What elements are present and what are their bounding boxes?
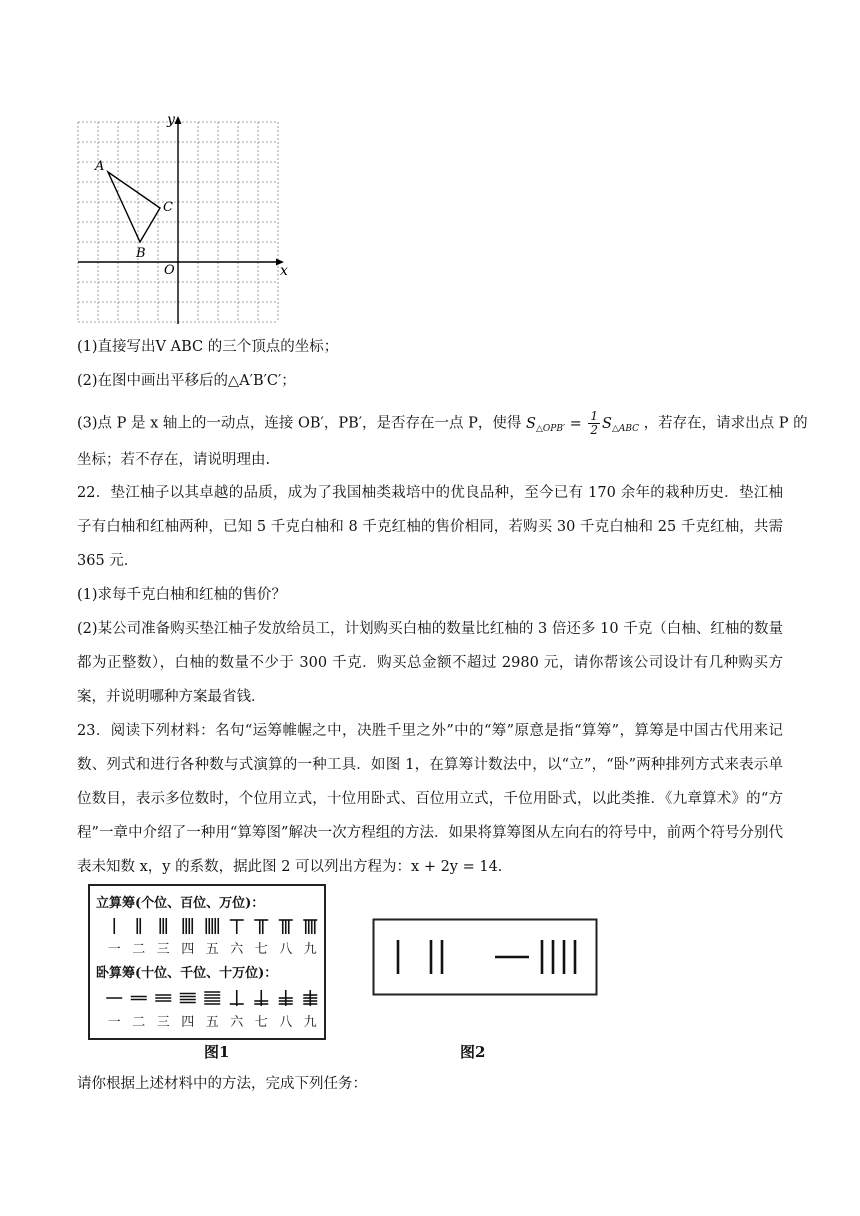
numeral-label: 三	[156, 1015, 170, 1030]
numeral-label: 五	[205, 1015, 219, 1030]
vertical-numerals-row	[98, 938, 320, 956]
q23-task: 请你根据上述材料中的方法，完成下列任务：	[77, 1076, 367, 1092]
horizontal-numerals-row	[98, 1011, 320, 1029]
numeral-label: 一	[107, 942, 121, 957]
q22-part2: (2)某公司准备购买垫江柚子发放给员工，计划购买白柚的数量比红柚的 3 倍还多 10 千克（白柚、红柚的数量都为正整数），白柚的数量不少于 300 千克．购买总金额不超过 2980 元，请你帮该公司设计有几种购买方案，并说明哪种方案最省钱．	[77, 621, 783, 705]
numeral-label: 八	[279, 1015, 293, 1030]
q22-intro: 22．垫江柚子以其卓越的品质，成为了我国柚类栽培中的优良品种，至今已有 170 余年的栽种历史．垫江柚子有白柚和红柚两种，已知 5 千克白柚和 8 千克红柚的售价相同，若购买 30 千克白柚和 25 千克红柚，共需 365 元．	[77, 485, 783, 569]
numeral-label: 五	[205, 942, 219, 957]
point-a-label: A	[95, 159, 105, 174]
triangle-abc	[108, 172, 160, 242]
numeral-label: 四	[181, 942, 195, 957]
vertical-rods-row	[98, 914, 320, 938]
point-b-label: B	[136, 246, 146, 261]
x-axis-label: x	[280, 263, 288, 279]
numeral-label: 二	[132, 1015, 146, 1030]
horizontal-rods-title: 卧算筹(十位、千位、十万位)：	[96, 966, 278, 981]
numeral-label: 一	[107, 1015, 121, 1030]
numeral-label: 九	[303, 1015, 317, 1030]
q21-part3-text-a: (3)点 P 是 x 轴上的一动点，连接 OB′，PB′，是否存在一点 P，使得	[77, 415, 522, 432]
figure2-rods-diagram	[372, 918, 598, 998]
q21-part3	[77, 410, 808, 439]
numeral-label: 六	[230, 1015, 244, 1030]
horizontal-rods-row	[98, 986, 320, 1010]
figure1-caption: 图1	[204, 1043, 230, 1061]
numeral-label: 三	[156, 942, 170, 957]
coordinate-figure	[70, 110, 300, 330]
q21-part3-continued: 坐标；若不存在，请说明理由.	[77, 452, 271, 468]
numeral-label: 九	[303, 942, 317, 957]
point-c-label: C	[163, 200, 173, 215]
y-axis-arrow-icon	[175, 116, 182, 124]
fraction-half: $\frac{1}{2}$	[590, 409, 598, 437]
origin-label: O	[164, 263, 175, 278]
numeral-label: 七	[254, 1015, 268, 1030]
q21-part2: (2)在图中画出平移后的△A′B′C′；	[77, 373, 296, 389]
numeral-label: 六	[230, 942, 244, 957]
numeral-label: 七	[254, 942, 268, 957]
q23-intro: 23．阅读下列材料：名句“运筹帷幄之中，决胜千里之外”中的“筹”原意是指“算筹”，算筹是中国古代用来记数、列式和进行各种数与式演算的一种工具．如图 1，在算筹计数法中，以“立”，“卧”两种排列方式来表示单位数目，表示多位数时，个位用立式，十位用卧式、百位用立式，千位用卧式，以此类推．《九章算术》的“方程”一章中介绍了一种用“算筹图”解决一次方程组的方法．如果将算筹图从左向右的符号中，前两个符号分别代表未知数 x，y 的系数，据此图 2 可以列出方程为：x + 2y = 14．	[77, 723, 783, 875]
numeral-label: 八	[279, 942, 293, 957]
q21-part3-text-b: ，若存在，请求出点 P 的	[643, 415, 808, 432]
figure1-rods-table	[88, 884, 326, 1040]
numeral-label: 四	[181, 1015, 195, 1030]
numeral-label: 二	[132, 942, 146, 957]
q22-part1: (1)求每千克白柚和红柚的售价？	[77, 587, 287, 603]
figure2-caption: 图2	[460, 1043, 486, 1061]
area-formula: $S_{\triangle OPB'}$ = $\frac{1}{2}$ $S_{\triangle ABC}$	[526, 409, 640, 437]
q21-part1: (1)直接写出V ABC 的三个顶点的坐标；	[77, 339, 339, 355]
vertical-rods-title: 立算筹(个位、百位、万位)：	[96, 896, 265, 911]
y-axis-label: y	[167, 112, 175, 128]
